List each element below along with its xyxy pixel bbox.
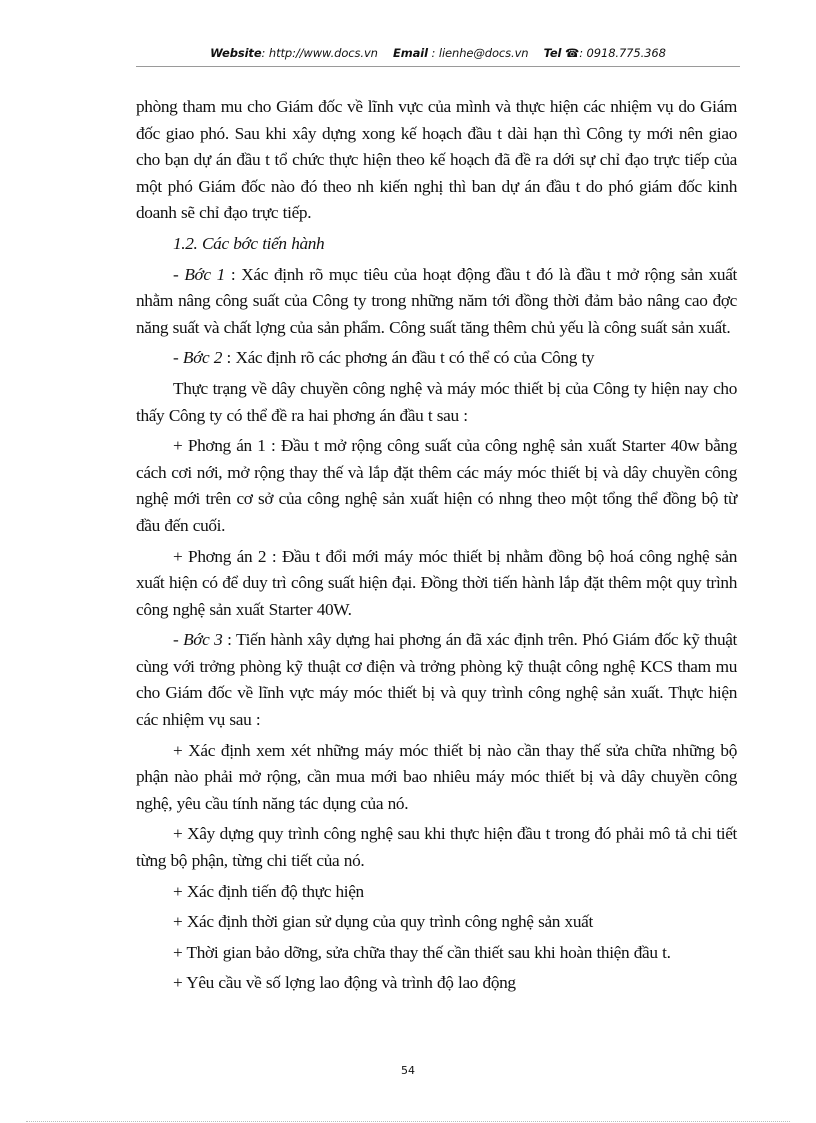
document-body: [136, 94, 737, 1001]
tel-number: 0918.775.368: [586, 46, 666, 60]
task-item: + Thời gian bảo dỡng, sửa chữa thay thế cần thiết sau khi hoàn thiện đầu t.: [173, 942, 671, 962]
paragraph-step-1: [136, 262, 737, 342]
section-subheading: 1.2. Các bớc tiến hành: [173, 233, 325, 253]
website-link[interactable]: http://www.docs.vn: [268, 46, 378, 60]
header-divider: [136, 66, 740, 67]
tel-separator: :: [579, 46, 587, 60]
paragraph-step-3: [136, 627, 737, 733]
page-number: 54: [401, 1064, 415, 1077]
step-2-text: : Xác định rõ các phơng án đầu t có thể có của Công ty: [222, 348, 595, 368]
email-separator: :: [427, 46, 439, 60]
telephone-icon: ☎: [564, 46, 580, 60]
paragraph-current-state: Thực trạng về dây chuyền công nghệ và máy móc thiết bị của Công ty hiện nay cho thấy Công ty có thể đề ra hai phơng án đầu t sau :: [136, 378, 737, 425]
paragraph-intro: phòng tham mu cho Giám đốc về lĩnh vực của mình và thực hiện các nhiệm vụ do Giám đốc giao phó. Sau khi xây dựng xong kế hoạch đầu t dài hạn thì Công ty mới nên giao cho bạn dự án đầu t tổ chức thực hiện theo kế hoạch đã đề ra dới sự chỉ đạo trực tiếp của một phó Giám đốc nào đó theo nh kiến nghị thì ban dự án đầu t do phó giám đốc kinh doanh sẽ chỉ đạo trực tiếp.: [136, 97, 737, 223]
step-1-text: : Xác định rõ mục tiêu của hoạt động đầu t đó là đầu t mở rộng sản xuất nhằm nâng công suất của Công ty trong những năm tới đồng thời đảm bảo nâng cao đợc năng suất và chất lợng của sản phẩm. Công suất tăng thêm chủ yếu là công suất sản xuất.: [136, 264, 737, 337]
tel-label: Tel: [543, 46, 562, 60]
paragraph-step-2: [136, 345, 737, 372]
step-2-label: - Bớc 2: [173, 348, 223, 368]
paragraph-option-1: + Phơng án 1 : Đầu t mở rộng công suất của công nghệ sản xuất Starter 40w bằng cách cơi nới, mở rộng thay thế và lắp đặt thêm các máy móc thiết bị và dây chuyền công nghệ mới trên cơ sở của công nghệ sản xuất hiện có nhng theo một tổng thể đồng bộ từ đầu đến cuối.: [136, 436, 737, 535]
task-item: + Xác định xem xét những máy móc thiết bị nào cần thay thế sửa chữa những bộ phận nào phải mở rộng, cần mua mới bao nhiêu máy móc thiết bị và dây chuyền công nghệ, yêu cầu tính năng tác dụng của nó.: [136, 740, 737, 813]
task-item: + Yêu cầu về số lợng lao động và trình độ lao động: [173, 973, 516, 993]
step-1-label: - Bớc 1: [173, 264, 225, 284]
task-item: + Xác định thời gian sử dụng của quy trình công nghệ sản xuất: [173, 912, 593, 932]
page-break-divider: [26, 1121, 790, 1122]
step-3-label: - Bớc 3: [173, 630, 223, 650]
website-label: Website: [210, 46, 262, 60]
task-item: + Xây dựng quy trình công nghệ sau khi thực hiện đầu t trong đó phải mô tả chi tiết từng bộ phận, từng chi tiết của nó.: [136, 824, 737, 871]
page-header: [136, 46, 740, 60]
paragraph-option-2: + Phơng án 2 : Đầu t đổi mới máy móc thiết bị nhằm đồng bộ hoá công nghệ sản xuất hiện có để duy trì công suất hiện đại. Đồng thời tiến hành lắp đặt thêm một quy trình công nghệ sản xuất Starter 40W.: [136, 546, 737, 619]
step-3-text: : Tiến hành xây dựng hai phơng án đã xác định trên. Phó Giám đốc kỹ thuật cùng với trởng phòng kỹ thuật cơ điện và trởng phòng kỹ thuật công nghệ KCS tham mu cho Giám đốc về lĩnh vực máy móc thiết bị và quy trình công nghệ sản xuất. Thực hiện các nhiệm vụ sau :: [136, 630, 738, 730]
email-link[interactable]: lienhe@docs.vn: [438, 46, 529, 60]
email-label: Email: [392, 46, 428, 60]
website-separator: :: [261, 46, 269, 60]
task-item: + Xác định tiến độ thực hiện: [173, 881, 364, 901]
